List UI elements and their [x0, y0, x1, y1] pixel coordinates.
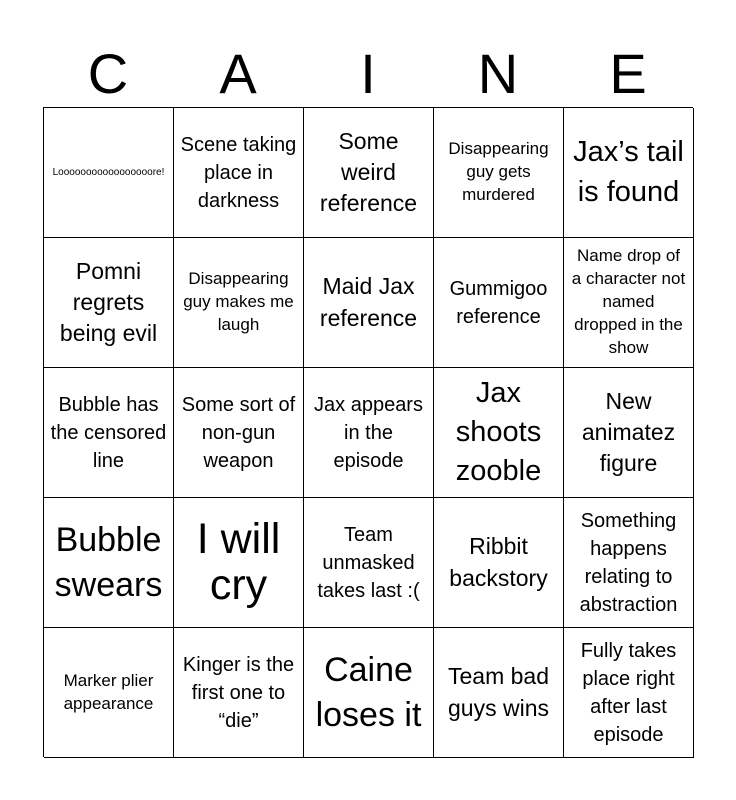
- bingo-cell[interactable]: [44, 368, 174, 498]
- bingo-cell-text: Some sort of non-gun weapon: [181, 393, 296, 472]
- bingo-cell[interactable]: [564, 628, 694, 758]
- bingo-cell-text: Disappearing guy gets murdered: [448, 139, 549, 204]
- bingo-cell-text: Team unmasked takes last :(: [317, 523, 420, 602]
- bingo-cell-text: Caine loses it: [315, 651, 422, 734]
- bingo-cell[interactable]: [44, 238, 174, 368]
- header-letter-n: N: [477, 42, 519, 105]
- bingo-cell[interactable]: [44, 108, 174, 238]
- bingo-cell-text: Looooooooooooooooore!: [52, 166, 165, 178]
- bingo-cell-text: Bubble has the censored line: [50, 393, 167, 472]
- bingo-cell-text: Jax’s tail is found: [573, 136, 684, 208]
- header-letter-a: A: [219, 42, 257, 105]
- bingo-cell[interactable]: [304, 628, 434, 758]
- bingo-cell[interactable]: [44, 628, 174, 758]
- bingo-cell[interactable]: [434, 498, 564, 628]
- bingo-cell[interactable]: [174, 238, 304, 368]
- bingo-cell[interactable]: [434, 238, 564, 368]
- bingo-cell-text: Bubble swears: [54, 521, 163, 604]
- bingo-cell[interactable]: [44, 498, 174, 628]
- bingo-cell-text: Pomni regrets being evil: [59, 257, 158, 347]
- bingo-cell-text: Jax shoots zooble: [455, 376, 542, 488]
- bingo-cell-text: Scene taking place in darkness: [180, 133, 297, 212]
- bingo-cell[interactable]: [564, 238, 694, 368]
- bingo-cell[interactable]: [304, 238, 434, 368]
- bingo-cell[interactable]: [434, 368, 564, 498]
- bingo-cell-text: Ribbit backstory: [449, 533, 548, 591]
- bingo-cell[interactable]: [304, 108, 434, 238]
- bingo-cell[interactable]: [174, 368, 304, 498]
- bingo-cell[interactable]: [304, 368, 434, 498]
- bingo-cell-text: Name drop of a character not named dropped in the show: [571, 246, 686, 357]
- bingo-cell[interactable]: [434, 628, 564, 758]
- bingo-cell-text: Team bad guys wins: [447, 663, 549, 721]
- header-letter-e: E: [609, 42, 647, 105]
- bingo-header: [43, 42, 693, 106]
- bingo-cell[interactable]: [564, 368, 694, 498]
- bingo-cell-text: Fully takes place right after last episode: [580, 639, 677, 746]
- bingo-cell[interactable]: [174, 108, 304, 238]
- bingo-cell[interactable]: [564, 498, 694, 628]
- bingo-cell-text: Some weird reference: [319, 127, 418, 217]
- bingo-cell-text: Disappearing guy makes me laugh: [183, 269, 294, 334]
- header-letter-c: C: [87, 42, 129, 105]
- bingo-cell[interactable]: [174, 498, 304, 628]
- bingo-cell[interactable]: [304, 498, 434, 628]
- bingo-cell-text: Maid Jax reference: [319, 273, 418, 331]
- bingo-cell-text: New animatez figure: [581, 387, 676, 477]
- bingo-cell[interactable]: [434, 108, 564, 238]
- header-letter-i: I: [360, 42, 376, 105]
- bingo-cell-text: I will cry: [196, 515, 281, 609]
- bingo-cell-text: Gummigoo reference: [449, 277, 548, 328]
- bingo-cell-text: Kinger is the first one to “die”: [182, 653, 295, 732]
- bingo-cell-text: Marker plier appearance: [63, 670, 154, 713]
- bingo-cell-text: Jax appears in the episode: [314, 393, 423, 472]
- bingo-cell-text: Something happens relating to abstraction: [579, 509, 678, 616]
- bingo-board: [43, 107, 693, 757]
- bingo-cell[interactable]: [174, 628, 304, 758]
- bingo-cell[interactable]: [564, 108, 694, 238]
